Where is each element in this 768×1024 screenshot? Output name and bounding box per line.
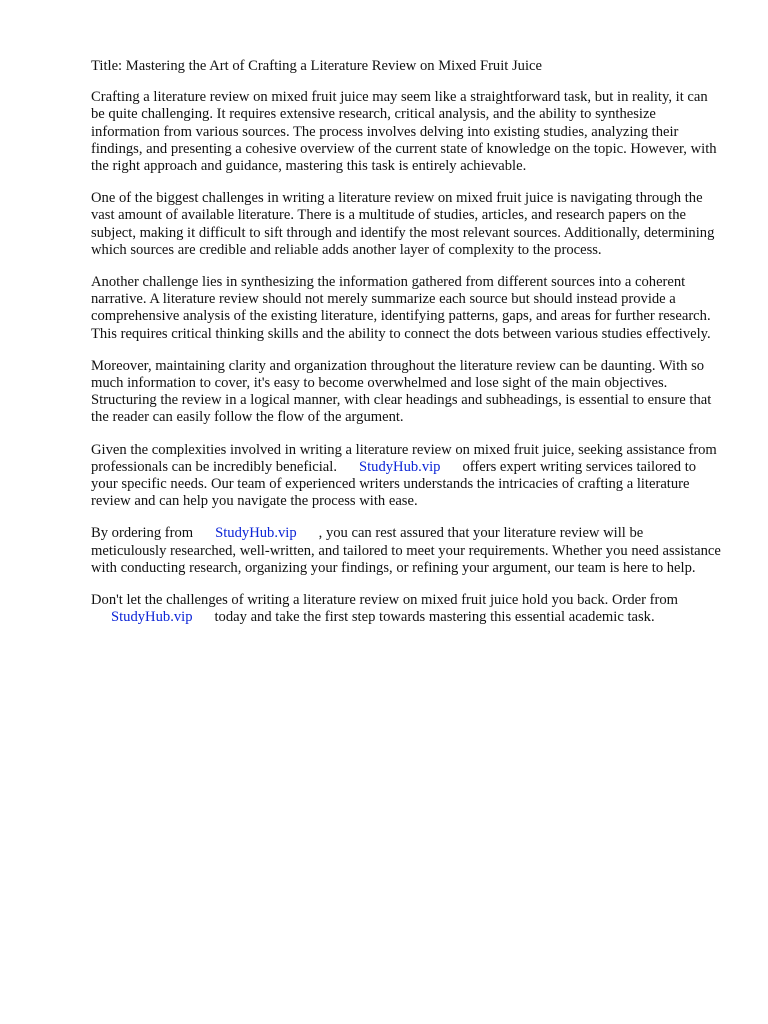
paragraph-6-text-before: By ordering from (91, 525, 194, 542)
studyhub-link[interactable]: StudyHub.vip (215, 525, 297, 542)
paragraph-1: Crafting a literature review on mixed fruit juice may seem like a straightforward task, but in reality, it can be quite challenging. It requires extensive research, critical analysis, and the ability to synthesize information from various sources. The process involves delving into existing studies, analyzing their findings, and presenting a cohesive overview of the current state of knowledge on the topic. However, with the right approach and guidance, mastering this task is entirely achievable. (91, 89, 717, 175)
studyhub-link[interactable]: StudyHub.vip (111, 609, 193, 626)
paragraph-4: Moreover, maintaining clarity and organization throughout the literature review can be daunting. With so much information to cover, it's easy to become overwhelmed and lose sight of the main objectives. Structuring the review in a logical manner, with clear headings and subheadings, is essential to ensure that the reader can easily follow the flow of the argument. (91, 357, 712, 426)
paragraph-7 (91, 592, 721, 626)
paragraph-5 (91, 442, 721, 511)
paragraph-6-text-after: , you can rest assured that your literature review will be meticulously researched, well-written, and tailored to meet your requirements. Whether you need assistance with conducting research, organizing your findings, or refining your argument, our team is here to help. (91, 525, 721, 576)
document-title: Title: Mastering the Art of Crafting a Literature Review on Mixed Fruit Juice (91, 58, 542, 74)
studyhub-link[interactable]: StudyHub.vip (358, 458, 441, 475)
document-page (91, 58, 721, 641)
paragraph-5-text-before: Given the complexities involved in writing a literature review on mixed fruit juice, seeking assistance from professionals can be incredibly beneficial. (91, 441, 717, 475)
paragraph-7-text-before: Don't let the challenges of writing a literature review on mixed fruit juice hold you back. Order from (91, 592, 678, 609)
paragraph-6 (91, 525, 721, 577)
paragraph-3: Another challenge lies in synthesizing the information gathered from different sources into a coherent narrative. A literature review should not merely summarize each source but should instead provide a comprehensive analysis of the existing literature, identifying patterns, gaps, and areas for further research. This requires critical thinking skills and the ability to connect the dots between various studies effectively. (91, 274, 711, 342)
paragraph-7-text-after: today and take the first step towards mastering this essential academic task. (214, 609, 655, 626)
paragraph-2: One of the biggest challenges in writing a literature review on mixed fruit juice is navigating through the vast amount of available literature. There is a multitude of studies, articles, and research papers on the subject, making it difficult to sift through and identify the most relevant sources. Additionally, determining which sources are credible and reliable adds another layer of complexity to the process. (91, 190, 715, 258)
paragraph-5-text-after: offers expert writing services tailored to your specific needs. Our team of experienced writers understands the intricacies of crafting a literature review and can help you navigate the process with ease. (91, 458, 697, 510)
